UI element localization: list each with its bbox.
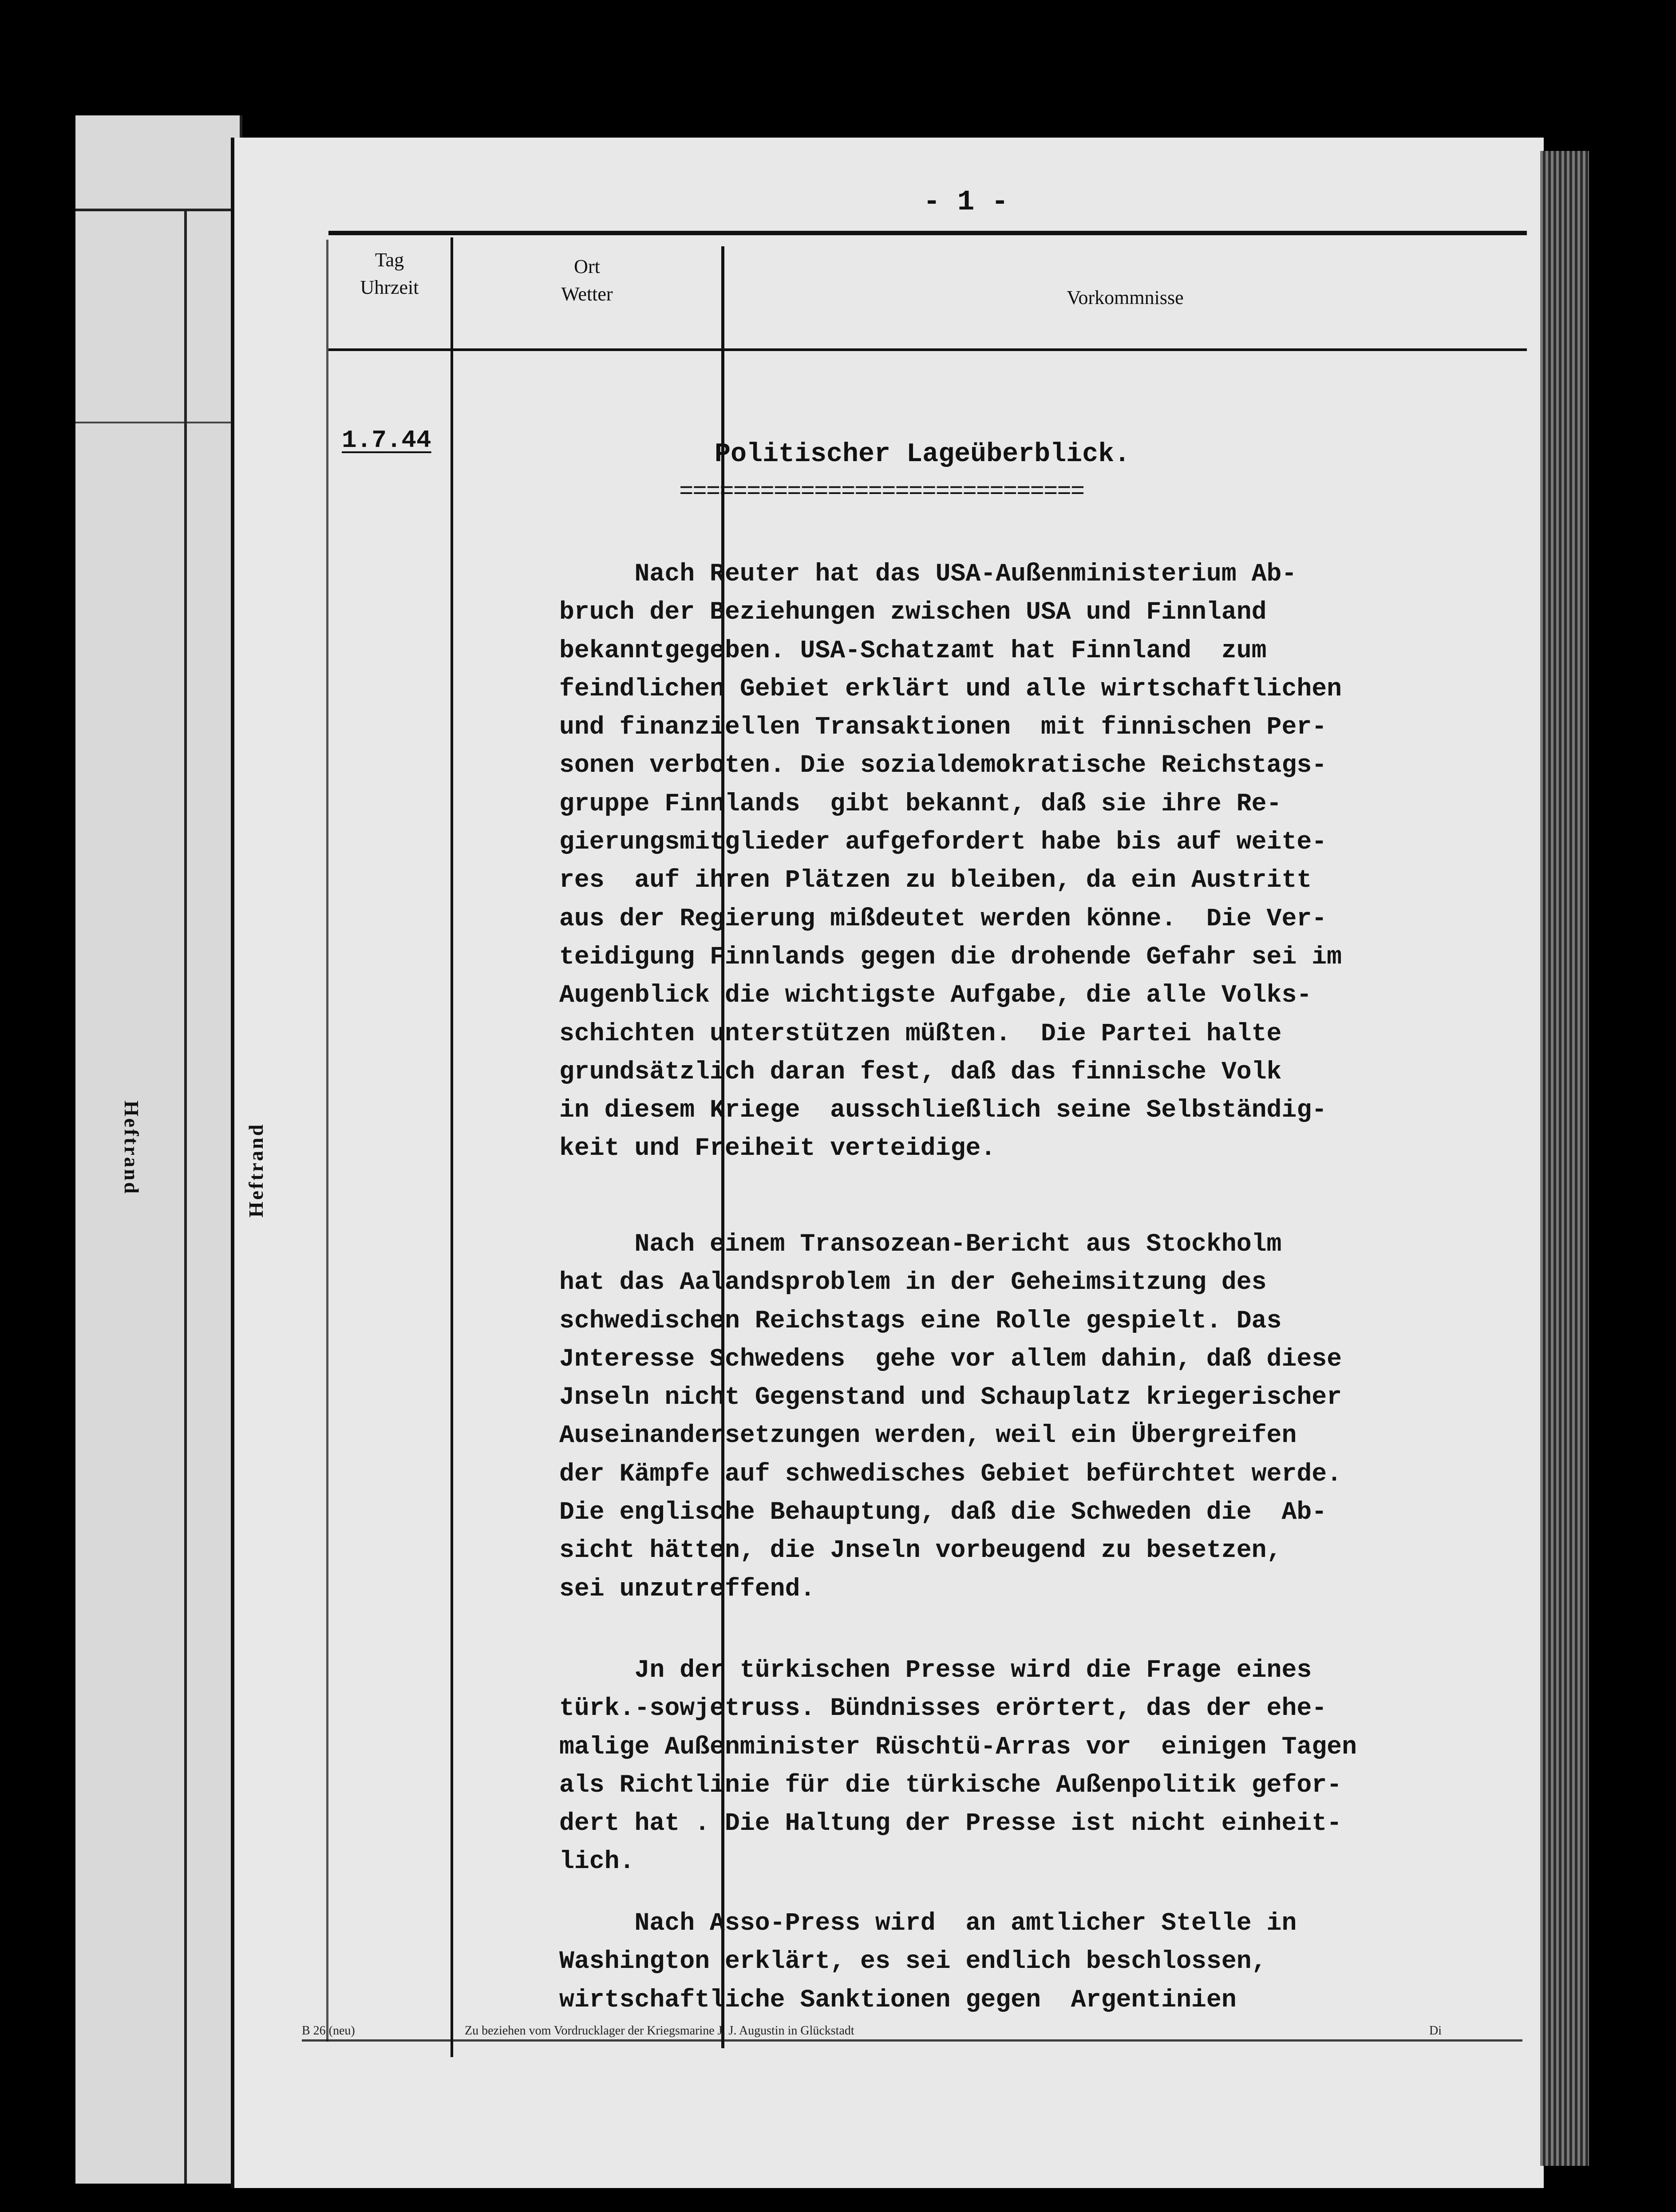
text-line: Nach Asso-Press wird an amtlicher Stelle in [559, 1909, 1297, 1937]
entry-date: 1.7.44 [342, 426, 431, 454]
text-line: Auseinandersetzungen werden, weil ein Übergreifen [559, 1421, 1297, 1450]
header-tag-label: Tag [375, 249, 404, 271]
header-col-tag-uhrzeit [328, 246, 451, 301]
page-margin-label: Heftrand [245, 1122, 268, 1218]
text-line: teidigung Finnlands gegen die drohende Gefahr sei im [559, 942, 1342, 971]
text-line: gierungsmitglieder aufgefordert habe bis auf weite- [559, 828, 1327, 857]
text-line: Die englische Behauptung, daß die Schweden die Ab- [559, 1498, 1327, 1527]
text-line: sicht hätten, die Jnseln vorbeugend zu besetzen, [559, 1536, 1282, 1565]
text-line: malige Außenminister Rüschtü-Arras vor einigen Tagen [559, 1732, 1357, 1761]
paragraph-4 [559, 1904, 1469, 2019]
text-line: hat das Aalandsproblem in der Geheimsitzung des [559, 1268, 1267, 1297]
text-line: wirtschaftliche Sanktionen gegen Argentinien [559, 1985, 1237, 2014]
page-stack-edge [1540, 151, 1589, 2166]
footer-rule [302, 2039, 1522, 2042]
document-heading: Politischer Lageüberblick. [715, 439, 1131, 470]
text-line: feindlichen Gebiet erklärt und alle wirtschaftlichen [559, 674, 1342, 703]
text-line: sonen verboten. Die sozialdemokratische Reichstags- [559, 751, 1327, 780]
faint-handwritten-notes [186, 67, 613, 169]
text-line: schichten unterstützen müßten. Die Partei halte [559, 1019, 1282, 1048]
back-page-column-rule [184, 209, 187, 2184]
text-line: Washington erklärt, es sei endlich beschlossen, [559, 1947, 1267, 1976]
text-line: Nach einem Transozean-Bericht aus Stockholm [559, 1230, 1282, 1258]
text-line: aus der Regierung mißdeutet werden könne. Die Ver- [559, 904, 1327, 933]
text-line: Jnseln nicht Gegenstand und Schauplatz kriegerischer [559, 1383, 1342, 1412]
text-line: grundsätzlich daran fest, daß das finnische Volk [559, 1057, 1282, 1086]
text-line: dert hat . Die Haltung der Presse ist nicht einheit- [559, 1809, 1342, 1838]
text-line: keit und Freiheit verteidige. [559, 1134, 996, 1163]
header-col-ort-wetter [453, 253, 721, 308]
text-line: lich. [559, 1847, 635, 1876]
text-line: gruppe Finnlands gibt bekannt, daß sie ihre Re- [559, 789, 1282, 818]
page-number: - 1 - [923, 186, 1009, 218]
header-bottom-rule [328, 348, 1527, 351]
text-line: bruch der Beziehungen zwischen USA und Finnland [559, 598, 1267, 627]
back-page-top-rule [75, 209, 240, 211]
back-page-header-rule [75, 422, 240, 423]
column-rule-1 [451, 237, 453, 2057]
text-line: Augenblick die wichtigste Aufgabe, die alle Volks- [559, 981, 1312, 1010]
text-line: türk.-sowjetruss. Bündnisses erörtert, das der ehe- [559, 1694, 1327, 1723]
header-top-rule [328, 231, 1527, 235]
text-line: der Kämpfe auf schwedisches Gebiet befürchtet werde. [559, 1459, 1342, 1488]
text-line: res auf ihren Plätzen zu bleiben, da ein Austritt [559, 866, 1312, 895]
form-code: B 26 (neu) [302, 2024, 355, 2038]
text-line: schwedischen Reichstags eine Rolle gespielt. Das [559, 1306, 1282, 1335]
heading-underline: ============================== [679, 478, 1084, 506]
paragraph-1 [559, 555, 1469, 1168]
paragraph-3 [559, 1651, 1469, 1881]
form-source-note: Zu beziehen vom Vordrucklager der Kriegsmarine J. J. Augustin in Glückstadt [465, 2024, 854, 2038]
text-line: Nach Reuter hat das USA-Außenministerium Ab- [559, 560, 1297, 588]
back-page-margin-label: Heftrand [120, 1100, 143, 1196]
text-line: und finanziellen Transaktionen mit finnischen Per- [559, 713, 1327, 742]
text-line: Jn der türkischen Presse wird die Frage eines [559, 1656, 1312, 1684]
text-line: Jnteresse Schwedens gehe vor allem dahin, daß diese [559, 1344, 1342, 1373]
header-ort-label: Ort [574, 256, 600, 277]
header-uhrzeit-label: Uhrzeit [360, 276, 419, 298]
header-vorkommnisse-label: Vorkommnisse [1067, 287, 1184, 308]
back-page [75, 115, 242, 2184]
text-line: in diesem Kriege ausschließlich seine Selbständig- [559, 1096, 1327, 1125]
text-line: als Richtlinie für die türkische Außenpolitik gefor- [559, 1770, 1342, 1799]
left-margin-rule [326, 240, 328, 2042]
text-line: sei unzutreffend. [559, 1574, 815, 1603]
text-line: bekanntgegeben. USA-Schatzamt hat Finnland zum [559, 636, 1267, 665]
form-footer [302, 2024, 1500, 2038]
footer-right-mark: Di [1429, 2024, 1442, 2038]
paragraph-2 [559, 1225, 1469, 1608]
header-wetter-label: Wetter [561, 283, 613, 305]
